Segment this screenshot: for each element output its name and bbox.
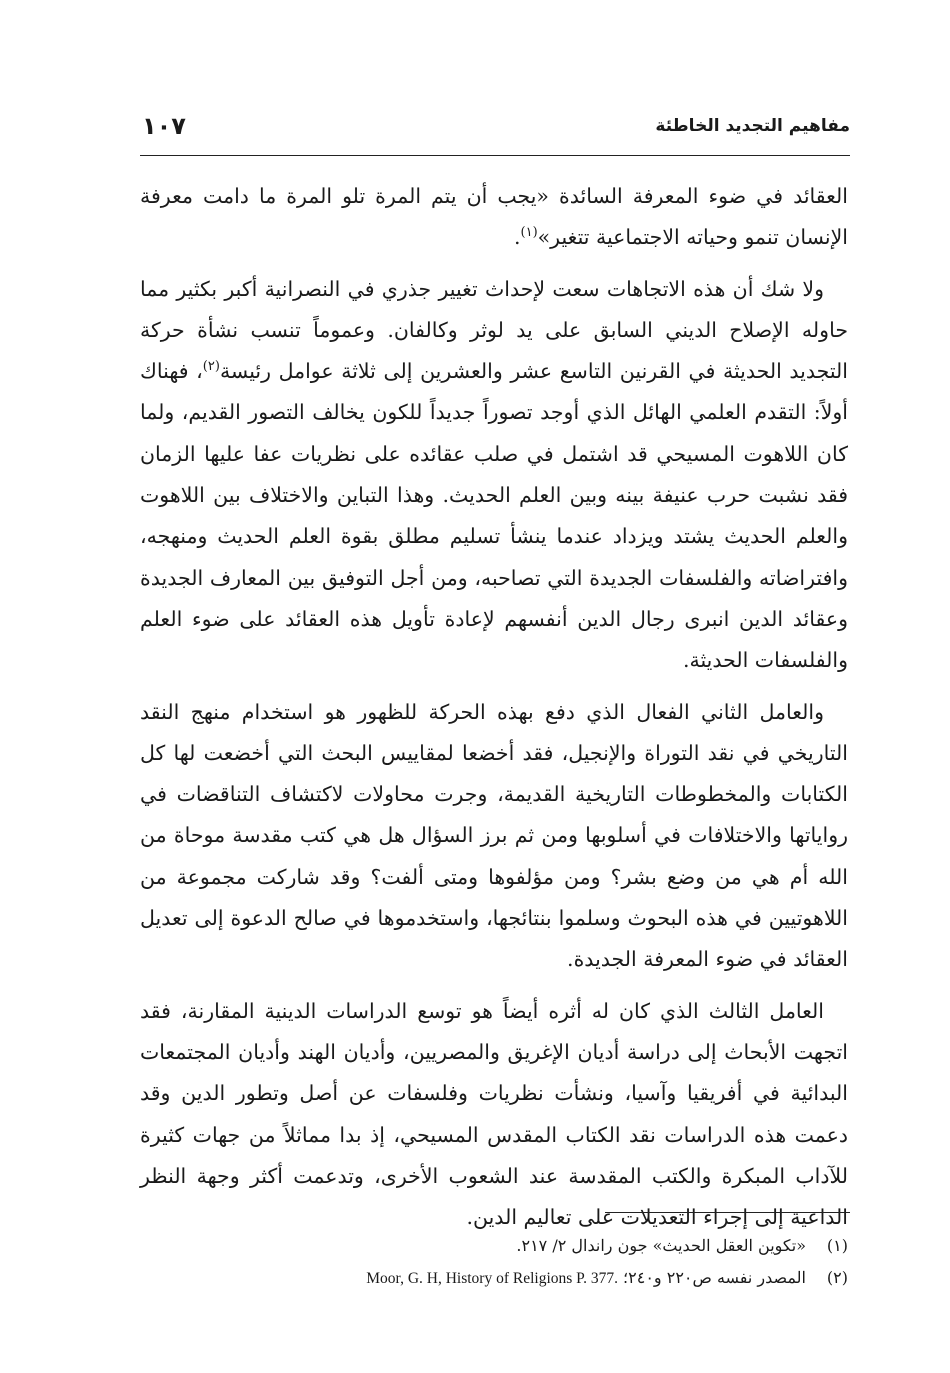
paragraph-2-text-a: ولا شك أن هذه الاتجاهات سعت لإحداث تغيير جذري في النصرانية أكبر بكثير مما حاوله الإصلاح الديني السابق على يد لوثر وكالفان. وعموماً تنسب نشأة حركة التجديد الحديثة في القرنين التاسع عشر والعشرين إلى ثلاثة عوامل رئيسة <box>140 276 848 384</box>
paragraph-1-end: . <box>513 225 521 250</box>
footnote-ref-2: (٢) <box>202 359 220 375</box>
footnote-text: «تكوين العقل الحديث» جون راندال ٢/ ٢١٧. <box>516 1236 806 1255</box>
footnote-ref-1: (١) <box>520 225 538 241</box>
paragraph-4: العامل الثالث الذي كان له أثره أيضاً هو توسع الدراسات الدينية المقارنة، فقد اتجهت الأبحاث إلى دراسة أديان الإغريق والمصريين، وأديان الهند وأديان المجتمعات البدائية في أفريقيا وآسيا، ونشأت نظريات وفلسفات عن أصل وتطور الدين وقد دعمت هذه الدراسات نقد الكتاب المقدس المسيحي، إذ بدا مماثلاً من جهات كثيرة للآداب المبكرة والكتب المقدسة عند الشعوب الأخرى، وتدعمت أكثر وجهة النظر الداعية إلى إجراء التعديلات على تعاليم الدين. <box>140 998 848 1230</box>
paragraph-2 <box>140 269 848 682</box>
paragraph-1 <box>140 176 848 259</box>
page-number: ١٠٧ <box>142 112 186 140</box>
footnote-number: (١) <box>826 1236 848 1255</box>
header-rule <box>140 155 850 156</box>
footnote-text: المصدر نفسه ص٢٢٠ و٢٤٠؛ <box>623 1268 806 1287</box>
footnote-number: (٢) <box>826 1268 848 1287</box>
footnote-2 <box>140 1262 848 1295</box>
paragraph-2-text-b: ، فهناك أولاً: التقدم العلمي الهائل الذي أوجد تصوراً جديداً للكون يخالف التصور القديم، ولما كان اللاهوت المسيحي قد اشتمل في صلب عقائده على نظريات عفا عليها الزمان فقد نشبت حرب عنيفة بينه وبين العلم الحديث. وهذا التباين والاختلاف بين اللاهوت والعلم الحديث يشتد ويزداد عندما ينشأ تسليم مطلق بقوة العلم الحديث ومنهجه، وافتراضاته والفلسفات الجديدة التي تصاحبه، ومن أجل التوفيق بين المعارف الجديدة وعقائد الدين انبرى رجال الدين أنفسهم لإعادة تأويل هذه العقائد على ضوء العلم والفلسفات الحديثة. <box>140 359 848 673</box>
running-title: مفاهيم التجديد الخاطئة <box>655 116 850 136</box>
footnote-rule <box>605 1212 850 1213</box>
paragraph-1-text: العقائد في ضوء المعرفة السائدة «يجب أن يتم المرة تلو المرة ما دامت معرفة الإنسان تنمو وحياته الاجتماعية تتغير» <box>140 184 848 250</box>
footnotes <box>140 1230 848 1295</box>
body-text <box>140 176 848 1248</box>
page-header <box>140 112 850 152</box>
footnote-1 <box>140 1230 848 1262</box>
paragraph-3: والعامل الثاني الفعال الذي دفع بهذه الحركة للظهور هو استخدام منهج النقد التاريخي في نقد التوراة والإنجيل، فقد أخضعا لمقاييس البحث التي أخضعت لها كل الكتابات والمخطوطات التاريخية القديمة، وجرت محاولات لاكتشاف التناقضات في رواياتها والاختلافات في أسلوبها ومن ثم برز السؤال هل هي كتب مقدسة موحاة من الله أم هي من وضع بشر؟ ومن مؤلفوها ومتى ألفت؟ وقد شاركت مجموعة من اللاهوتيين في هذه البحوث وسلموا بنتائجها، واستخدموها في صالح الدعوة إلى تعديل العقائد في ضوء المعرفة الجديدة. <box>140 699 848 972</box>
footnote-latin-citation: Moor, G. H, History of Religions P. 377. <box>366 1270 618 1287</box>
